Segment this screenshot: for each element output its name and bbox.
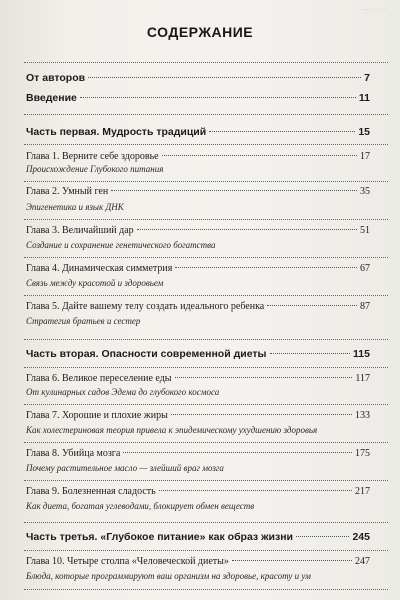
dotted-rule xyxy=(24,114,388,115)
dotted-rule xyxy=(24,442,388,443)
dotted-rule xyxy=(24,404,388,405)
toc-part-3: Часть третья. «Глубокое питание» как образ жизни 245 xyxy=(26,531,370,543)
toc-part-2: Часть вторая. Опасности современной диеты 115 xyxy=(26,348,370,360)
toc-chapter-6: Глава 6. Великое переселение еды 117 xyxy=(26,373,370,384)
toc-chapter-5: Глава 5. Дайте вашему телу создать идеального ребенка 87 xyxy=(26,301,370,312)
toc-chapter-1: Глава 1. Верните себе здоровье 17 xyxy=(26,151,370,162)
toc-chapter-4: Глава 4. Динамическая симметрия 67 xyxy=(26,263,370,274)
toc-chapter-6-subtitle: От кулинарных садов Эдема до глубокого космоса xyxy=(26,387,220,397)
toc-chapter-2-subtitle: Эпигенетика и язык ДНК xyxy=(26,202,124,212)
toc-chapter-9: Глава 9. Болезненная сладость 217 xyxy=(26,486,370,497)
dotted-rule xyxy=(24,367,388,368)
dotted-rule xyxy=(24,257,388,258)
dotted-rule xyxy=(24,522,388,523)
toc-chapter-10: Глава 10. Четыре столпа «Человеческой диеты» 247 xyxy=(26,556,370,567)
toc-chapter-3-subtitle: Создание и сохранение генетического богатства xyxy=(26,240,216,250)
dotted-rule xyxy=(24,219,388,220)
toc-chapter-7: Глава 7. Хорошие и плохие жиры 133 xyxy=(26,410,370,421)
toc-chapter-8-subtitle: Почему растительное масло — злейший враг мозга xyxy=(26,463,224,473)
toc-chapter-2: Глава 2. Умный ген 35 xyxy=(26,186,370,197)
toc-chapter-8: Глава 8. Убийца мозга 175 xyxy=(26,448,370,459)
toc-chapter-7-subtitle: Как холестериновая теория привела к эпидемическому ухудшению здоровья xyxy=(26,425,318,435)
toc-entry-authors: От авторов 7 xyxy=(26,72,370,84)
dotted-rule xyxy=(24,181,388,182)
toc-part-1: Часть первая. Мудрость традиций 15 xyxy=(26,126,370,138)
toc-chapter-5-subtitle: Стратегия братьев и сестер xyxy=(26,316,141,326)
dotted-rule xyxy=(24,295,388,296)
toc-title: СОДЕРЖАНИЕ xyxy=(146,24,254,40)
dotted-rule xyxy=(24,480,388,481)
toc-chapter-1-subtitle: Происхождение Глубокого питания xyxy=(26,164,164,174)
toc-chapter-3: Глава 3. Величайший дар 51 xyxy=(26,225,370,236)
dotted-rule xyxy=(24,339,388,340)
toc-chapter-4-subtitle: Связь между красотой и здоровьем xyxy=(26,278,164,288)
bleed-through-text: ··· ··· ··· xyxy=(361,6,386,14)
toc-entry-intro: Введение 11 xyxy=(26,92,370,104)
dotted-rule xyxy=(24,62,388,63)
dotted-rule xyxy=(24,550,388,551)
dotted-rule xyxy=(24,144,388,145)
dotted-rule xyxy=(24,589,388,590)
toc-chapter-9-subtitle: Как диета, богатая углеводами, блокирует обмен веществ xyxy=(26,501,255,511)
toc-chapter-10-subtitle: Блюда, которые программируют ваш организм на здоровье, красоту и ум xyxy=(26,571,311,581)
